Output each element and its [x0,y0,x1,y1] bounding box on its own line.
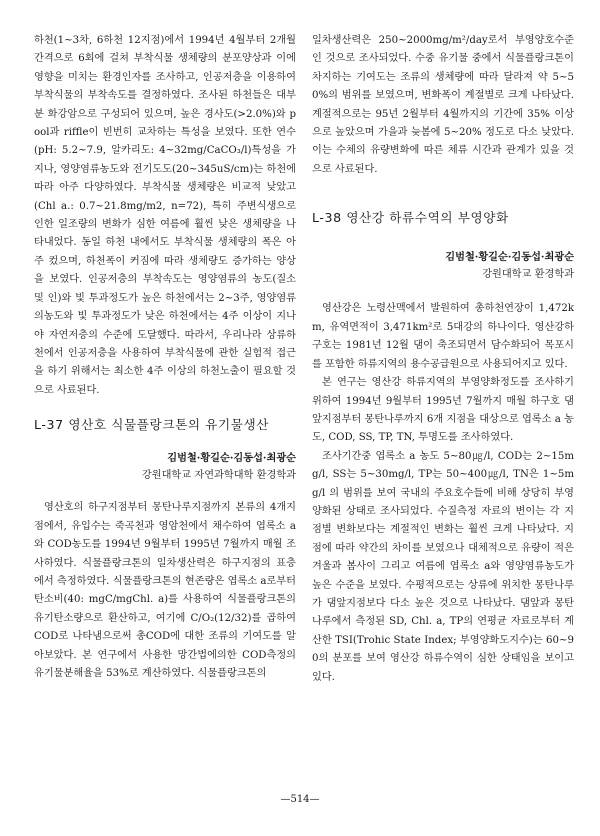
page-number: —514— [280,794,320,805]
section-body-paragraph: 영산호의 하구지점부터 몽탄나루지점까지 본류의 4개지점에서, 유입수는 죽곡천과 영암천에서 채수하여 엽록소 a와 COD농도를 1994년 9월부터 1995년 7월까지 매월 조사하였다. 식물플랑크톤의 일차생산력은 하구지점의 표층에서 측정하였다. 식물플랑크톤의 현존량은 엽록소 a로부터 탄소비(40: mgC/mgChl. a)를 사용하여 식물플랑크톤의 유기탄소량으로 환산하고, 여기에 C/O₂(12/32)를 곱하여 COD로 나타냄으로써 총COD에 대한 조류의 기여도를 알아보았다. 본 연구에서 사용한 망간법에의한 COD측정의 유기물분해율을 53%로 계산하였다. 식물플랑크톤의 [34,502,296,679]
section-affiliation-l37: 강원대학교 자연과학대학 환경학과 [141,469,296,481]
section-body-paragraph: 영산강은 노령산맥에서 발원하여 총하천연장이 1,472km, 유역면적이 3,471km²로 5대강의 하나이다. 영산강하구호는 1981년 12월 댐이 축조되면서 담수화되어 목포시를 포함한 하류지역의 용수공급원으로 사용되어지고 있다. [312,303,574,370]
section-affiliation-l38: 강원대학교 환경학과 [482,269,574,281]
section-authors-l38: 김범철·황길순·김동섭·최광순 [445,250,574,263]
left-column [34,32,296,683]
section-title-l37: L-37 영산호 식물플랑크톤의 유기물생산 [34,417,270,433]
right-column [312,32,574,687]
section-authors-l37: 김범철·황길순·김동섭·최광순 [167,451,296,464]
section-body-paragraph: 조사기간중 엽록소 a 농도 5~80㎍/l, COD는 2~15mg/l, SS는 5~30mg/l, TP는 50~400㎍/l, TN은 1~5mg/l 의 범위를 보여 국내의 주요호수들에 비해 상당히 부영양화된 상태로 조사되었다. 수질측정 자료의 변이는 각 지점별 변화보다는 계절적인 변화는 훨씬 크게 나타났다. 지점에 따라 약간의 차이를 보였으나 대체적으로 유량이 적은 겨울과 봄사이 그리고 여름에 엽록소 a와 영양염류농도가 높은 수준을 보였다. 수평적으로는 상류에 위치한 몽탄나루가 댐앞지점보다 다소 높은 것으로 나타났다. 댐앞과 몽탄나루에서 측정된 SD, Chl. a, TP의 연평균 자료로부터 계산한 TSI(Trohic State Index; 부영양화도지수)는 60~90의 분포를 보여 영산강 하류수역이 심한 상태임을 보이고 있다. [312,450,574,683]
section-title-l38: L-38 영산강 하류수역의 부영양화 [312,210,509,226]
right-intro-paragraph: 일차생산력은 250~2000mg/m²/day로서 부영양호수준인 것으로 조사되었다. 수중 유기물 중에서 식물플랑크톤이 차지하는 기여도는 조류의 생체량에 따라 달라져 약 5~50%의 범위를 보였으며, 변화폭이 계절별로 크게 나타났다. 계절적으로는 95년 2월부터 4월까지의 기간에 35% 이상으로 높았으며 가을과 늦봄에 5~20% 정도로 다소 낮았다. 이는 수체의 유량변화에 따른 체류 시간과 관계가 있을 것으로 사료된다. [312,35,574,175]
section-body-paragraph: 본 연구는 영산강 하류지역의 부영양화정도를 조사하기 위하여 1994년 9월부터 1995년 7월까지 매월 하구호 댐앞지점부터 몽탄나루까지 6개 지점을 대상으로 엽록소 a 농도, COD, SS, TP, TN, 투명도를 조사하였다. [312,377,574,444]
left-intro-paragraph: 하천(1~3차, 6하천 12지점)에서 1994년 4월부터 2개월 간격으로 6회에 걸쳐 부착식물 생체량의 분포양상과 이에 영향을 미치는 환경인자를 조사하고, 인공저층을 이용하여 부착식물의 부착속도를 결정하였다. 조사된 하천들은 대부분 화강암으로 구성되어 있으며, 높은 경사도(>2.0%)와 pool과 riffle이 빈번히 교차하는 특성을 보였다. 또한 연수(pH: 5.2~7.9, 알카리도: 4~32mg/CaCO₃/l)특성을 가지나, 영양염류농도와 전기도도(20~345uS/cm)는 하천에 따라 아주 다양하였다. 부착식물 생체량은 비교적 낮았고 (Chl a.: 0.7~21.8mg/m2, n=72), 특히 주변식생으로 인한 일조량의 변화가 심한 여름에 훨씬 낮은 생체량을 나타내었다. 동일 하천 내에서도 부착식물 생체량의 폭은 아주 컸으며, 하천폭이 커짐에 따라 생체량도 증가하는 양상을 보였다. 인공저층의 부착속도는 영양염류의 농도(질소 및 인)와 빛 투과정도가 높은 하천에서는 2~3주, 영양염류의농도와 빛 투과정도가 낮은 하천에서는 4주 이상이 지나야 자연저층의 수준에 도달했다. 따라서, 우리나라 상류하천에서 인공저층을 사용하여 부착식물에 관한 실험적 접근을 하기 위해서는 최소한 4주 이상의 하천노출이 필요할 것으로 사료된다. [34,35,296,396]
